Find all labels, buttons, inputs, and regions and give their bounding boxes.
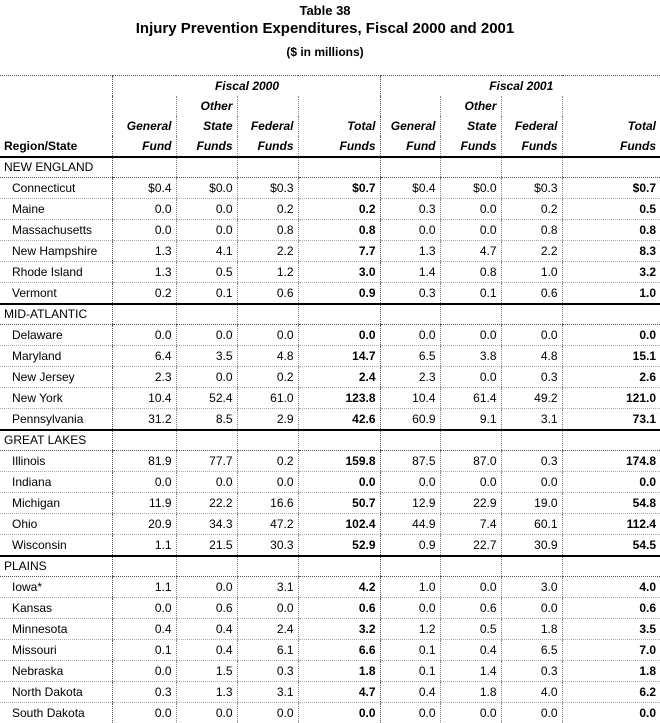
state-name: Delaware [0, 325, 112, 346]
state-name: Massachusetts [0, 220, 112, 241]
value-cell: 10.4 [112, 388, 176, 409]
value-cell: 0.4 [112, 619, 176, 640]
value-cell: 0.0 [112, 703, 176, 723]
value-cell: 4.8 [501, 346, 562, 367]
value-cell: 0.8 [237, 220, 298, 241]
value-cell: 0.0 [176, 325, 237, 346]
table-row [0, 409, 660, 431]
value-cell: 0.0 [112, 220, 176, 241]
total-cell: 1.0 [562, 283, 660, 305]
total-cell: 52.9 [298, 535, 380, 557]
value-cell: 1.4 [380, 262, 440, 283]
value-cell: 0.0 [380, 472, 440, 493]
state-name: Maine [0, 199, 112, 220]
total-cell: 112.4 [562, 514, 660, 535]
total-cell: 0.0 [298, 703, 380, 723]
total-cell: 8.3 [562, 241, 660, 262]
header-row-2 [0, 116, 660, 136]
value-cell: 1.0 [501, 262, 562, 283]
state-name: Nebraska [0, 661, 112, 682]
value-cell: 4.8 [237, 346, 298, 367]
value-cell: 0.0 [440, 199, 501, 220]
value-cell: 0.1 [176, 283, 237, 305]
state-name: Indiana [0, 472, 112, 493]
value-cell: 0.2 [237, 367, 298, 388]
table-row [0, 703, 660, 723]
value-cell: 0.0 [176, 472, 237, 493]
value-cell: 0.0 [440, 367, 501, 388]
table-row [0, 493, 660, 514]
state-name: Minnesota [0, 619, 112, 640]
value-cell: 0.1 [380, 640, 440, 661]
value-cell: 6.5 [380, 346, 440, 367]
value-cell: 0.4 [176, 619, 237, 640]
value-cell: 0.2 [501, 199, 562, 220]
total-cell: 50.7 [298, 493, 380, 514]
total-cell: 4.0 [562, 577, 660, 598]
value-cell: 0.2 [237, 199, 298, 220]
value-cell: 0.4 [176, 640, 237, 661]
total-cell: 0.6 [298, 598, 380, 619]
total-cell: 1.8 [562, 661, 660, 682]
value-cell: 0.3 [112, 682, 176, 703]
total-cell: 42.6 [298, 409, 380, 431]
value-cell: 4.7 [440, 241, 501, 262]
value-cell: 0.6 [237, 283, 298, 305]
total-cell: 6.2 [562, 682, 660, 703]
region-name: MID-ATLANTIC [0, 304, 112, 325]
value-cell: 3.0 [501, 577, 562, 598]
table-row [0, 367, 660, 388]
total-cell: 0.9 [298, 283, 380, 305]
value-cell: 0.0 [440, 325, 501, 346]
total-cell: 0.0 [562, 703, 660, 723]
value-cell: 3.8 [440, 346, 501, 367]
value-cell: 22.9 [440, 493, 501, 514]
value-cell: 0.3 [380, 283, 440, 305]
col-other-line1: Other [176, 96, 237, 116]
value-cell: 6.1 [237, 640, 298, 661]
value-cell: 0.0 [112, 661, 176, 682]
table-row [0, 262, 660, 283]
total-cell: 102.4 [298, 514, 380, 535]
region-name: GREAT LAKES [0, 430, 112, 451]
total-cell: 123.8 [298, 388, 380, 409]
table-row [0, 535, 660, 557]
value-cell: 12.9 [380, 493, 440, 514]
value-cell: $0.0 [440, 178, 501, 199]
value-cell: 1.8 [501, 619, 562, 640]
value-cell: 4.1 [176, 241, 237, 262]
value-cell: 0.3 [501, 451, 562, 472]
value-cell: 0.0 [112, 472, 176, 493]
header-row-3 [0, 136, 660, 157]
table-row [0, 346, 660, 367]
state-name: Maryland [0, 346, 112, 367]
table-row [0, 682, 660, 703]
total-cell: 0.0 [298, 472, 380, 493]
table-row [0, 178, 660, 199]
table-row [0, 514, 660, 535]
value-cell: 3.1 [237, 577, 298, 598]
total-cell: 3.2 [298, 619, 380, 640]
value-cell: 1.2 [237, 262, 298, 283]
value-cell: 0.0 [237, 325, 298, 346]
value-cell: 2.2 [237, 241, 298, 262]
value-cell: 0.0 [380, 703, 440, 723]
table-title: Injury Prevention Expenditures, Fiscal 2000 and 2001 [0, 19, 650, 38]
value-cell: 0.0 [440, 577, 501, 598]
total-cell: 54.5 [562, 535, 660, 557]
state-name: Ohio [0, 514, 112, 535]
table-row [0, 472, 660, 493]
col-other-line2-2001: State [440, 116, 501, 136]
value-cell: 34.3 [176, 514, 237, 535]
table-row [0, 661, 660, 682]
value-cell: 0.0 [176, 199, 237, 220]
value-cell: 0.6 [501, 283, 562, 305]
value-cell: 52.4 [176, 388, 237, 409]
value-cell: 87.5 [380, 451, 440, 472]
value-cell: 60.9 [380, 409, 440, 431]
value-cell: 81.9 [112, 451, 176, 472]
col-total-line1-2001: Total [562, 116, 660, 136]
value-cell: 77.7 [176, 451, 237, 472]
total-cell: 0.0 [298, 325, 380, 346]
value-cell: 0.0 [176, 220, 237, 241]
region-name: PLAINS [0, 556, 112, 577]
table-row [0, 241, 660, 262]
region-row [0, 157, 660, 178]
value-cell: 0.0 [501, 472, 562, 493]
value-cell: 0.3 [237, 661, 298, 682]
total-cell: 174.8 [562, 451, 660, 472]
value-cell: 1.3 [380, 241, 440, 262]
value-cell: 0.0 [501, 325, 562, 346]
value-cell: 1.3 [112, 241, 176, 262]
total-cell: 0.8 [562, 220, 660, 241]
state-name: New Hampshire [0, 241, 112, 262]
total-cell: 159.8 [298, 451, 380, 472]
table-row [0, 640, 660, 661]
value-cell: 0.0 [237, 703, 298, 723]
fiscal-2001-heading: Fiscal 2001 [380, 76, 660, 97]
value-cell: 87.0 [440, 451, 501, 472]
value-cell: 4.0 [501, 682, 562, 703]
state-name: Kansas [0, 598, 112, 619]
value-cell: 10.4 [380, 388, 440, 409]
value-cell: 2.3 [112, 367, 176, 388]
state-name: Rhode Island [0, 262, 112, 283]
total-cell: 0.0 [562, 472, 660, 493]
total-cell: 2.6 [562, 367, 660, 388]
value-cell: 6.4 [112, 346, 176, 367]
header-row-1 [0, 96, 660, 116]
value-cell: $0.0 [176, 178, 237, 199]
value-cell: 0.5 [440, 619, 501, 640]
total-cell: 1.8 [298, 661, 380, 682]
total-cell: 3.5 [562, 619, 660, 640]
region-row [0, 430, 660, 451]
value-cell: 2.3 [380, 367, 440, 388]
state-name: Pennsylvania [0, 409, 112, 431]
value-cell: 1.8 [440, 682, 501, 703]
value-cell: 0.0 [440, 472, 501, 493]
value-cell: 0.0 [237, 598, 298, 619]
value-cell: $0.4 [380, 178, 440, 199]
value-cell: 0.5 [176, 262, 237, 283]
value-cell: 0.0 [237, 472, 298, 493]
value-cell: 7.4 [440, 514, 501, 535]
value-cell: 0.0 [176, 367, 237, 388]
value-cell: 30.9 [501, 535, 562, 557]
col-other-line2: State [176, 116, 237, 136]
value-cell: 0.0 [380, 598, 440, 619]
value-cell: 0.0 [501, 598, 562, 619]
value-cell: 0.0 [112, 199, 176, 220]
value-cell: 47.2 [237, 514, 298, 535]
col-federal-line1: Federal [237, 116, 298, 136]
state-name: Iowa* [0, 577, 112, 598]
value-cell: 0.0 [380, 220, 440, 241]
header-row-fiscal [0, 76, 660, 97]
value-cell: 0.0 [380, 325, 440, 346]
col-general-line1-2001: General [380, 116, 440, 136]
value-cell: $0.3 [501, 178, 562, 199]
value-cell: 0.1 [112, 640, 176, 661]
value-cell: 0.6 [176, 598, 237, 619]
state-name: Connecticut [0, 178, 112, 199]
state-name: Michigan [0, 493, 112, 514]
value-cell: 0.4 [440, 640, 501, 661]
value-cell: 19.0 [501, 493, 562, 514]
total-cell: 0.2 [298, 199, 380, 220]
value-cell: 1.3 [176, 682, 237, 703]
state-name: Illinois [0, 451, 112, 472]
total-cell: $0.7 [562, 178, 660, 199]
value-cell: 0.4 [380, 682, 440, 703]
col-federal-line1-2001: Federal [501, 116, 562, 136]
state-name: New York [0, 388, 112, 409]
table-row [0, 577, 660, 598]
value-cell: 22.7 [440, 535, 501, 557]
table-row [0, 220, 660, 241]
total-cell: 0.8 [298, 220, 380, 241]
value-cell: 3.1 [237, 682, 298, 703]
value-cell: 60.1 [501, 514, 562, 535]
table-row [0, 451, 660, 472]
value-cell: 0.6 [440, 598, 501, 619]
total-cell: 54.8 [562, 493, 660, 514]
total-cell: 7.7 [298, 241, 380, 262]
table-header [0, 0, 650, 60]
total-cell: 0.6 [562, 598, 660, 619]
value-cell: 0.3 [380, 199, 440, 220]
value-cell: 0.0 [440, 220, 501, 241]
table-units: ($ in millions) [0, 44, 650, 60]
value-cell: 0.1 [440, 283, 501, 305]
state-name: North Dakota [0, 682, 112, 703]
col-region-state: Region/State [0, 136, 112, 157]
fiscal-2000-heading: Fiscal 2000 [112, 76, 380, 97]
value-cell: 0.0 [440, 703, 501, 723]
table-row [0, 199, 660, 220]
table-row [0, 325, 660, 346]
value-cell: 44.9 [380, 514, 440, 535]
value-cell: 3.1 [501, 409, 562, 431]
col-other-line1-2001: Other [440, 96, 501, 116]
value-cell: 0.2 [237, 451, 298, 472]
table-row [0, 598, 660, 619]
total-cell: 2.4 [298, 367, 380, 388]
value-cell: 49.2 [501, 388, 562, 409]
region-name: NEW ENGLAND [0, 157, 112, 178]
total-cell: 6.6 [298, 640, 380, 661]
value-cell: 1.1 [112, 577, 176, 598]
state-name: New Jersey [0, 367, 112, 388]
state-name: Wisconsin [0, 535, 112, 557]
value-cell: 0.8 [501, 220, 562, 241]
state-name: Vermont [0, 283, 112, 305]
value-cell: 0.0 [176, 703, 237, 723]
value-cell: 0.3 [501, 367, 562, 388]
total-cell: 3.2 [562, 262, 660, 283]
total-cell: 4.7 [298, 682, 380, 703]
value-cell: 16.6 [237, 493, 298, 514]
value-cell: 0.3 [501, 661, 562, 682]
state-name: South Dakota [0, 703, 112, 723]
total-cell: 15.1 [562, 346, 660, 367]
total-cell: 4.2 [298, 577, 380, 598]
total-cell: 3.0 [298, 262, 380, 283]
table-row [0, 388, 660, 409]
col-federal-line2: Funds [237, 136, 298, 157]
table-row [0, 619, 660, 640]
region-row [0, 556, 660, 577]
value-cell: 0.9 [380, 535, 440, 557]
value-cell: 0.2 [112, 283, 176, 305]
value-cell: 22.2 [176, 493, 237, 514]
col-general-line2: Fund [112, 136, 176, 157]
table-number: Table 38 [0, 0, 650, 19]
col-federal-line2-2001: Funds [501, 136, 562, 157]
value-cell: 0.0 [112, 598, 176, 619]
value-cell: 1.5 [176, 661, 237, 682]
value-cell: 1.1 [112, 535, 176, 557]
value-cell: 11.9 [112, 493, 176, 514]
value-cell: $0.4 [112, 178, 176, 199]
total-cell: $0.7 [298, 178, 380, 199]
value-cell: 1.2 [380, 619, 440, 640]
value-cell: 2.9 [237, 409, 298, 431]
value-cell: 21.5 [176, 535, 237, 557]
value-cell: 30.3 [237, 535, 298, 557]
col-other-line3: Funds [176, 136, 237, 157]
table-row [0, 283, 660, 305]
value-cell: 6.5 [501, 640, 562, 661]
value-cell: 61.4 [440, 388, 501, 409]
col-total-line1: Total [298, 116, 380, 136]
total-cell: 121.0 [562, 388, 660, 409]
total-cell: 0.0 [562, 325, 660, 346]
region-row [0, 304, 660, 325]
value-cell: 0.0 [176, 577, 237, 598]
total-cell: 14.7 [298, 346, 380, 367]
value-cell: 0.0 [501, 703, 562, 723]
value-cell: 20.9 [112, 514, 176, 535]
value-cell: 1.4 [440, 661, 501, 682]
value-cell: 1.0 [380, 577, 440, 598]
value-cell: 9.1 [440, 409, 501, 431]
value-cell: 61.0 [237, 388, 298, 409]
value-cell: 0.1 [380, 661, 440, 682]
col-other-line3-2001: Funds [440, 136, 501, 157]
col-total-line2: Funds [298, 136, 380, 157]
value-cell: 3.5 [176, 346, 237, 367]
value-cell: 0.8 [440, 262, 501, 283]
value-cell: 8.5 [176, 409, 237, 431]
col-general-line1: General [112, 116, 176, 136]
value-cell: 0.0 [112, 325, 176, 346]
total-cell: 73.1 [562, 409, 660, 431]
total-cell: 7.0 [562, 640, 660, 661]
value-cell: 31.2 [112, 409, 176, 431]
value-cell: $0.3 [237, 178, 298, 199]
col-general-line2-2001: Fund [380, 136, 440, 157]
value-cell: 2.4 [237, 619, 298, 640]
total-cell: 0.5 [562, 199, 660, 220]
col-total-line2-2001: Funds [562, 136, 660, 157]
value-cell: 1.3 [112, 262, 176, 283]
state-name: Missouri [0, 640, 112, 661]
value-cell: 2.2 [501, 241, 562, 262]
expenditures-table [0, 75, 660, 723]
